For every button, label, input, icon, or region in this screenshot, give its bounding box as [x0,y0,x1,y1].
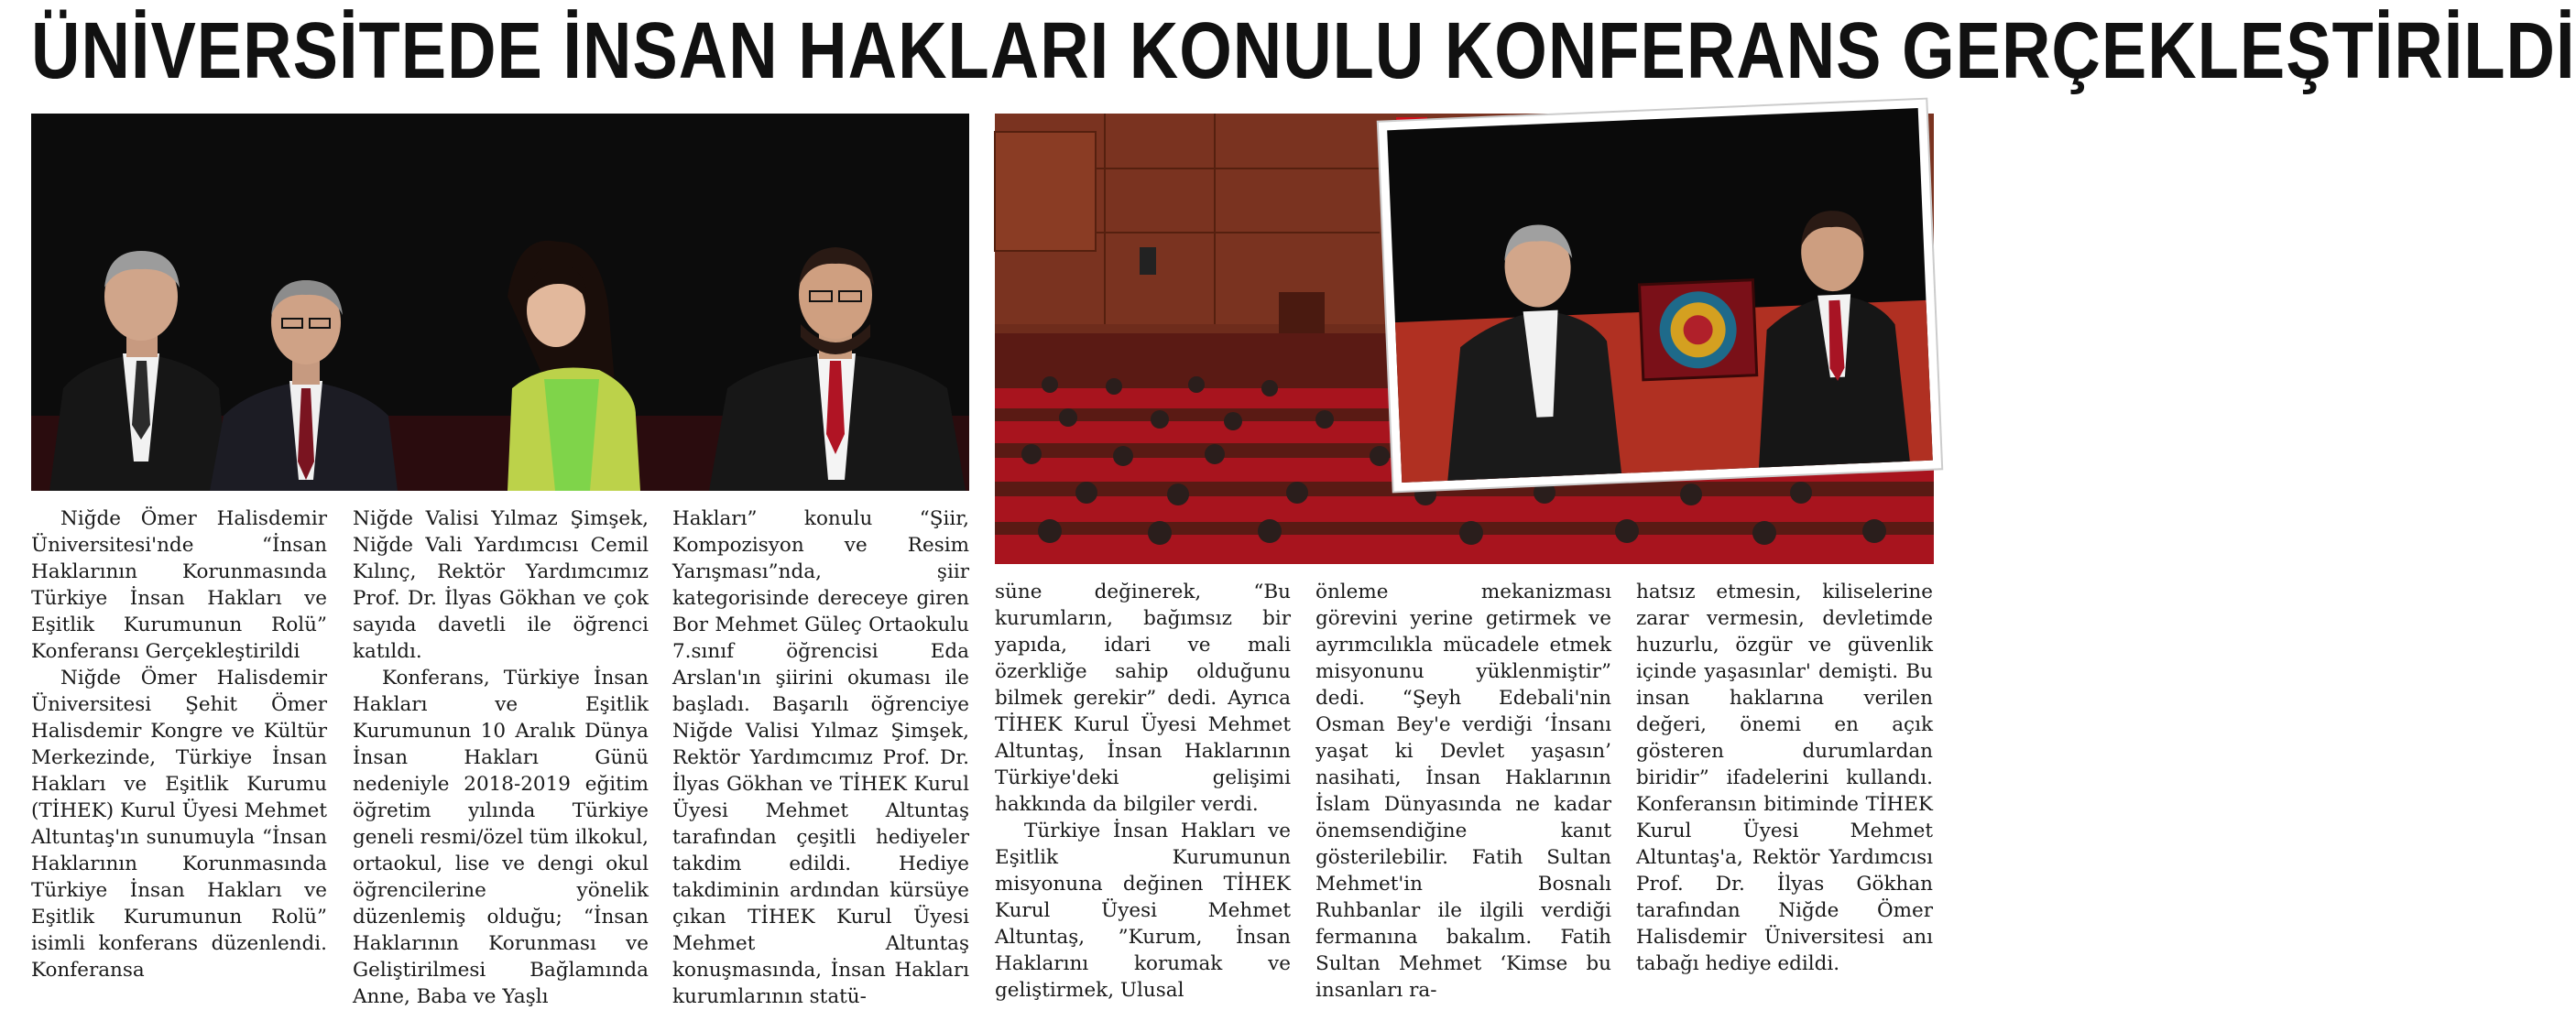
group-photo [31,114,969,491]
column-4 [995,579,1291,1004]
paragraph: Niğde Ömer Halisdemir Üniversitesi'nde “İnsan Haklarının Korunmasında Türkiye İnsan Hakları ve Eşitlik Kurumunun Rolü” Konferansı Gerçekleştirildi [31,507,327,663]
plaque-presentation-photo [1378,99,1942,493]
column-3 [672,505,969,1010]
column-5 [1315,579,1611,1004]
paragraph: hatsız etmesin, kiliselerine zarar vermesin, devletimde huzurlu, özgür ve güvenlik içinde yaşasınlar' demişti. Bu insan haklarına verilen değeri, önemi en açık gösteren durumlardan biridir” ifadelerini kullandı. Konferansın bitiminde TİHEK Kurul Üyesi Mehmet Altuntaş'a, Rektör Yardımcısı Prof. Dr. İlyas Gökhan tarafından Niğde Ömer Halisdemir Üniversitesi anı tabağı hediye edildi. [1636,581,1933,975]
column-2 [353,505,649,1010]
paragraph: önleme mekanizması görevini yerine getirmek ve ayrımcılıkla mücadele etmek misyonunu yüklenmiştir” dedi. “Şeyh Edebali'nin Osman Bey'e verdiği ‘İnsanı yaşat ki Devlet yaşasın’ nasihati, İnsan Haklarının İslam Dünyasında ne kadar önemsendiğine kanıt gösterilebilir. Fatih Sultan Mehmet'in Bosnalı Ruhbanlar ile ilgili verdiği fermanına bakalım. Fatih Sultan Mehmet ‘Kimse bu insanları ra- [1315,581,1611,1002]
paragraph: Konferans, Türkiye İnsan Hakları ve Eşitlik Kurumunun 10 Aralık Dünya İnsan Hakları Günü nedeniyle 2018-2019 eğitim öğretim yılında Türkiye geneli resmi/özel tüm ilkokul, ortaokul, lise ve dengi okul öğrencilerine yönelik düzenlemiş olduğu; “İnsan Haklarının Korunması ve Geliştirilmesi Bağlamında Anne, Baba ve Yaşlı [353,667,649,1008]
headline: ÜNİVERSİTEDE İNSAN HAKLARI KONULU KONFERANS GERÇEKLEŞTİRİLDİ [31,5,2576,95]
paragraph: Hakları” konulu “Şiir, Kompozisyon ve Resim Yarışması”nda, şiir kategorisinde dereceye giren Bor Mehmet Güleç Ortaokulu 7.sınıf öğrencisi Eda Arslan'ın şiirini okuması ile başladı. Başarılı öğrenciye Niğde Valisi Yılmaz Şimşek, Rektör Yardımcımız Prof. Dr. İlyas Gökhan ve TİHEK Kurul Üyesi Mehmet Altuntaş tarafından çeşitli hediyeler takdim edildi. Hediye takdiminin ardından kürsüye çıkan TİHEK Kurul Üyesi Mehmet Altuntaş konuşmasında, İnsan Hakları kurumlarının statü- [672,507,969,1008]
column-1 [31,505,327,983]
plaque-icon [1639,280,1756,380]
paragraph: Niğde Ömer Halisdemir Üniversitesi Şehit Ömer Halisdemir Kongre ve Kültür Merkezinde, Türkiye İnsan Hakları ve Eşitlik Kurumu (TİHEK) Kurul Üyesi Mehmet Altuntaş'ın sunumuyla “İnsan Haklarının Korunmasında Türkiye İnsan Hakları ve Eşitlik Kurumunun Rolü” isimli konferans düzenlendi. Konferansa [31,667,327,982]
paragraph: süne değinerek, “Bu kurumların, bağımsız bir yapıda, idari ve mali özerkliğe sahip olduğunu bilmek gerekir” dedi. Ayrıca TİHEK Kurul Üyesi Mehmet Altuntaş, İnsan Haklarının Türkiye'deki gelişimi hakkında da bilgiler verdi. [995,581,1291,816]
column-6 [1636,579,1933,977]
paragraph: Niğde Valisi Yılmaz Şimşek, Niğde Vali Yardımcısı Cemil Kılınç, Rektör Yardımcımız Prof. Dr. İlyas Gökhan ve çok sayıda davetli ile öğrenci katıldı. [353,507,649,663]
paragraph: Türkiye İnsan Hakları ve Eşitlik Kurumunun misyonuna değinen TİHEK Kurul Üyesi Mehmet Altuntaş, ”Kurum, İnsan Haklarını korumak ve geliştirmek, Ulusal [995,820,1291,1002]
